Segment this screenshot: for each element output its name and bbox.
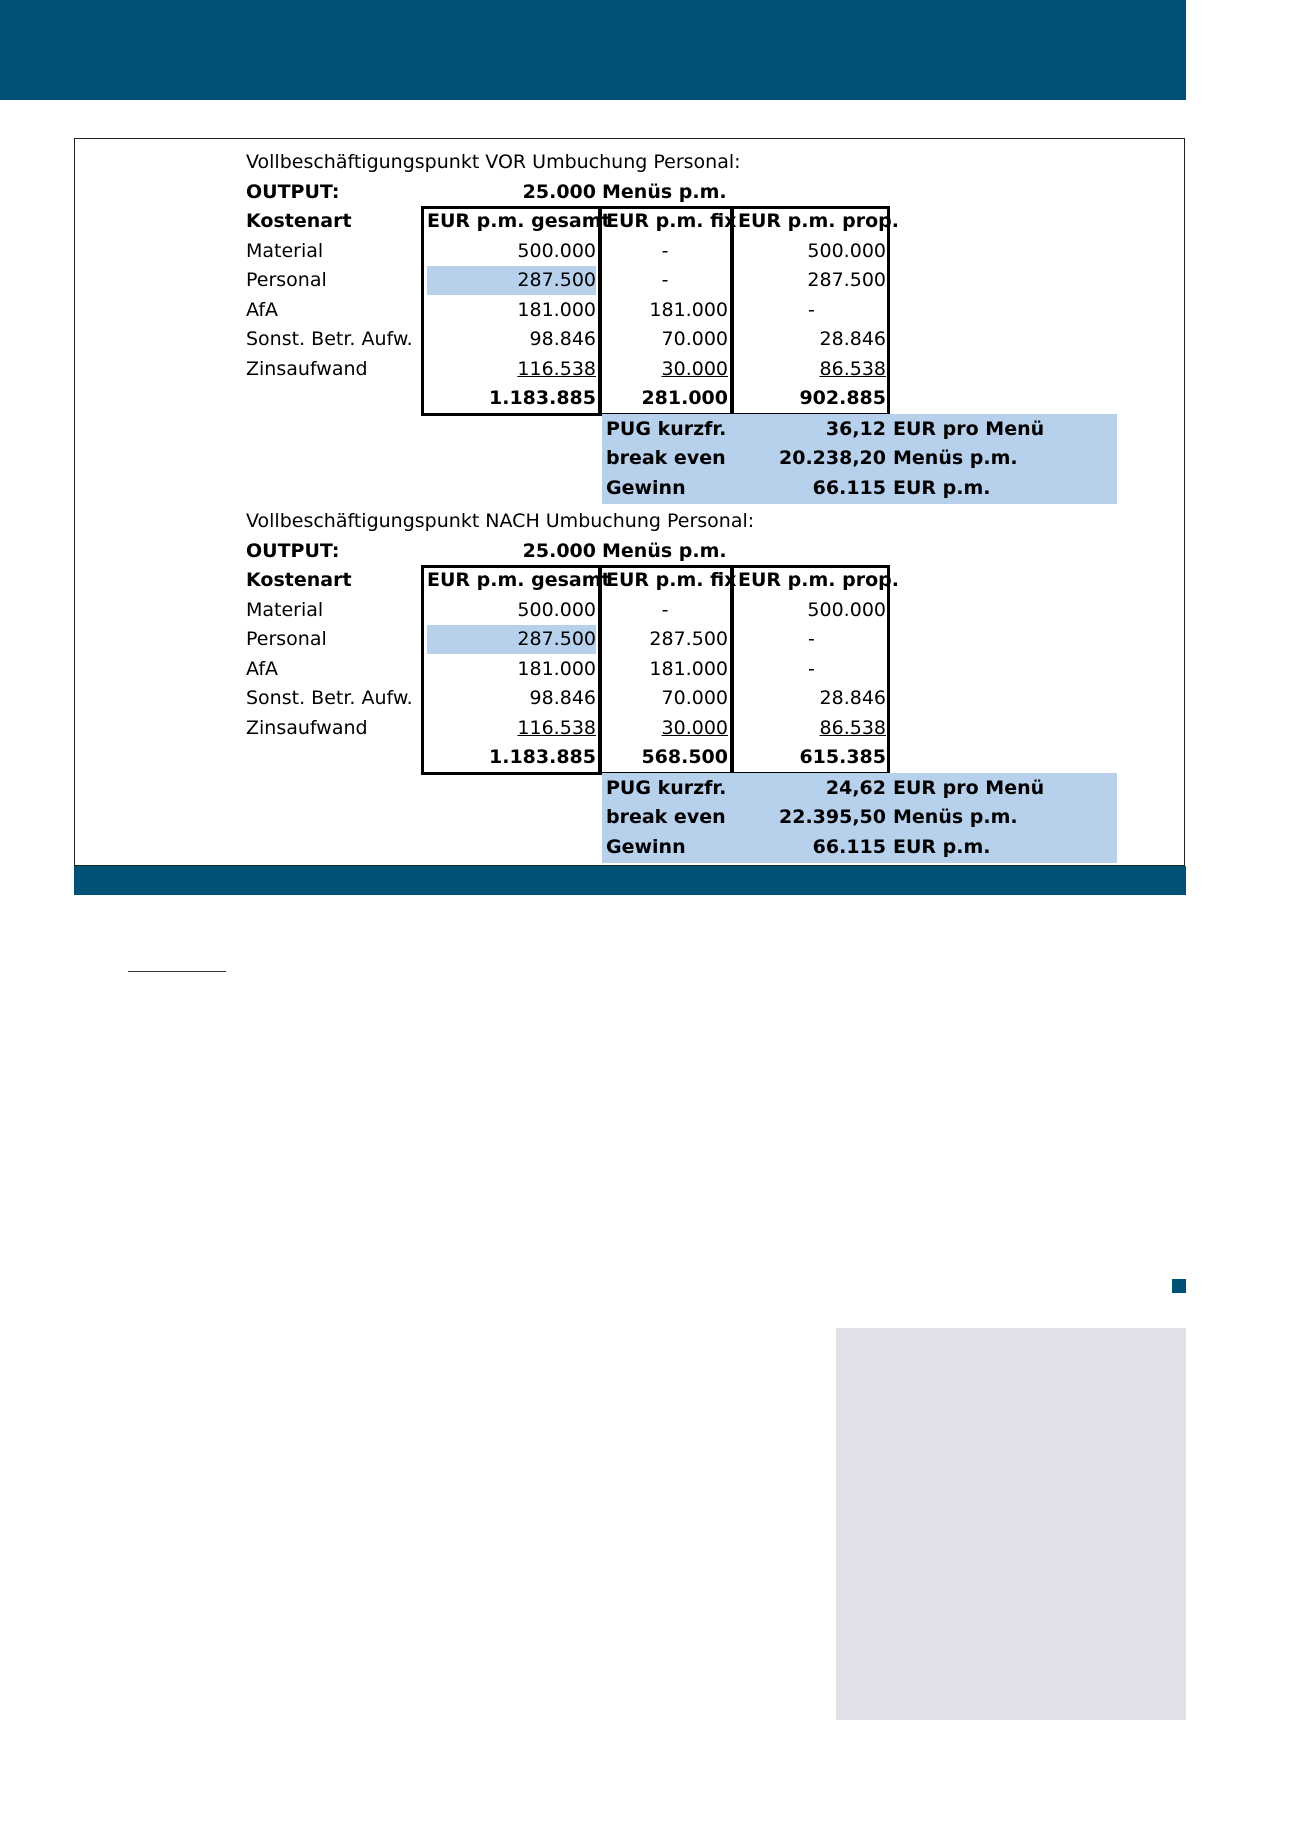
section-title: Vollbeschäftigungspunkt VOR Umbuchung Personal: xyxy=(246,151,741,173)
row-label: Zinsaufwand xyxy=(246,716,368,739)
row-label: Sonst. Betr. Aufw. xyxy=(246,328,413,350)
cell-prop: - xyxy=(808,628,815,650)
cell-prop: 28.846 xyxy=(819,328,886,350)
cell-gesamt: 181.000 xyxy=(517,657,596,680)
total-fix: 568.500 xyxy=(641,746,728,768)
figure-bottom-band xyxy=(74,866,1186,895)
result-value: 66.115 xyxy=(812,835,886,858)
cell-gesamt: 287.500 xyxy=(427,266,596,295)
output-value: 25.000 xyxy=(522,180,596,203)
result-value: 66.115 xyxy=(812,476,886,499)
header-fix: EUR p.m. fix xyxy=(606,569,737,591)
header-kostenart: Kostenart xyxy=(246,569,352,591)
box-fix xyxy=(599,565,737,775)
cell-fix: - xyxy=(661,598,669,621)
cell-prop: - xyxy=(808,298,815,321)
result-unit: EUR pro Menü xyxy=(893,776,1045,799)
header-prop: EUR p.m. prop. xyxy=(738,569,899,591)
total-fix: 281.000 xyxy=(641,387,728,409)
section-title: Vollbeschäftigungspunkt NACH Umbuchung Personal: xyxy=(246,510,755,532)
result-label: Gewinn xyxy=(606,476,686,499)
box-prop xyxy=(731,565,899,775)
result-label: Gewinn xyxy=(606,835,686,858)
side-panel xyxy=(836,1328,1186,1720)
result-label: PUG kurzfr. xyxy=(606,776,727,799)
cell-gesamt: 98.846 xyxy=(529,328,596,350)
box-prop xyxy=(731,206,899,416)
row-label: Personal xyxy=(246,628,327,650)
cell-gesamt: 181.000 xyxy=(517,298,596,321)
result-label: break even xyxy=(606,447,726,469)
cell-prop: 86.538 xyxy=(819,357,886,380)
row-label: Material xyxy=(246,239,324,262)
header-prop: EUR p.m. prop. xyxy=(738,210,899,232)
footnote-rule xyxy=(128,971,226,972)
cell-fix: 287.500 xyxy=(649,628,728,650)
result-value: 36,12 xyxy=(825,417,886,440)
output-unit: Menüs p.m. xyxy=(602,539,727,562)
cell-gesamt: 287.500 xyxy=(427,625,596,654)
box-fix xyxy=(599,206,737,416)
cell-fix: 70.000 xyxy=(661,328,728,350)
header-kostenart: Kostenart xyxy=(246,210,352,232)
cell-prop: 287.500 xyxy=(807,269,886,291)
row-label: AfA xyxy=(246,298,279,321)
result-label: break even xyxy=(606,806,726,828)
row-label: Sonst. Betr. Aufw. xyxy=(246,687,413,709)
section-marker xyxy=(1172,1279,1186,1293)
total-prop: 615.385 xyxy=(799,746,886,768)
result-unit: Menüs p.m. xyxy=(893,447,1018,469)
cell-prop: - xyxy=(808,657,815,680)
header-gesamt: EUR p.m. gesamt xyxy=(427,569,611,591)
total-prop: 902.885 xyxy=(799,387,886,409)
header-fix: EUR p.m. fix xyxy=(606,210,737,232)
output-label: OUTPUT: xyxy=(246,180,340,203)
top-banner xyxy=(0,0,1186,100)
cell-fix: 30.000 xyxy=(661,357,728,380)
output-value: 25.000 xyxy=(522,539,596,562)
output-unit: Menüs p.m. xyxy=(602,180,727,203)
cell-gesamt: 98.846 xyxy=(529,687,596,709)
result-value: 24,62 xyxy=(825,776,886,799)
cell-prop: 500.000 xyxy=(807,239,886,262)
row-label: Personal xyxy=(246,269,327,291)
result-unit: EUR p.m. xyxy=(893,476,991,499)
cell-gesamt: 500.000 xyxy=(517,239,596,262)
cell-gesamt: 116.538 xyxy=(517,357,596,380)
result-unit: EUR pro Menü xyxy=(893,417,1045,440)
cell-fix: 30.000 xyxy=(661,716,728,739)
cell-fix: - xyxy=(661,239,669,262)
result-unit: Menüs p.m. xyxy=(893,806,1018,828)
header-gesamt: EUR p.m. gesamt xyxy=(427,210,611,232)
cell-prop: 86.538 xyxy=(819,716,886,739)
cell-prop: 28.846 xyxy=(819,687,886,709)
total-gesamt: 1.183.885 xyxy=(489,746,596,768)
box-gesamt xyxy=(421,565,611,775)
cell-fix: - xyxy=(661,269,669,291)
box-gesamt xyxy=(421,206,611,416)
row-label: Zinsaufwand xyxy=(246,357,368,380)
cell-prop: 500.000 xyxy=(807,598,886,621)
output-label: OUTPUT: xyxy=(246,539,340,562)
result-value: 22.395,50 xyxy=(779,806,886,828)
row-label: AfA xyxy=(246,657,279,680)
row-label: Material xyxy=(246,598,324,621)
result-label: PUG kurzfr. xyxy=(606,417,727,440)
result-value: 20.238,20 xyxy=(779,447,886,469)
cell-fix: 181.000 xyxy=(649,298,728,321)
cell-fix: 181.000 xyxy=(649,657,728,680)
cell-gesamt: 500.000 xyxy=(517,598,596,621)
cell-gesamt: 116.538 xyxy=(517,716,596,739)
cell-fix: 70.000 xyxy=(661,687,728,709)
result-unit: EUR p.m. xyxy=(893,835,991,858)
total-gesamt: 1.183.885 xyxy=(489,387,596,409)
